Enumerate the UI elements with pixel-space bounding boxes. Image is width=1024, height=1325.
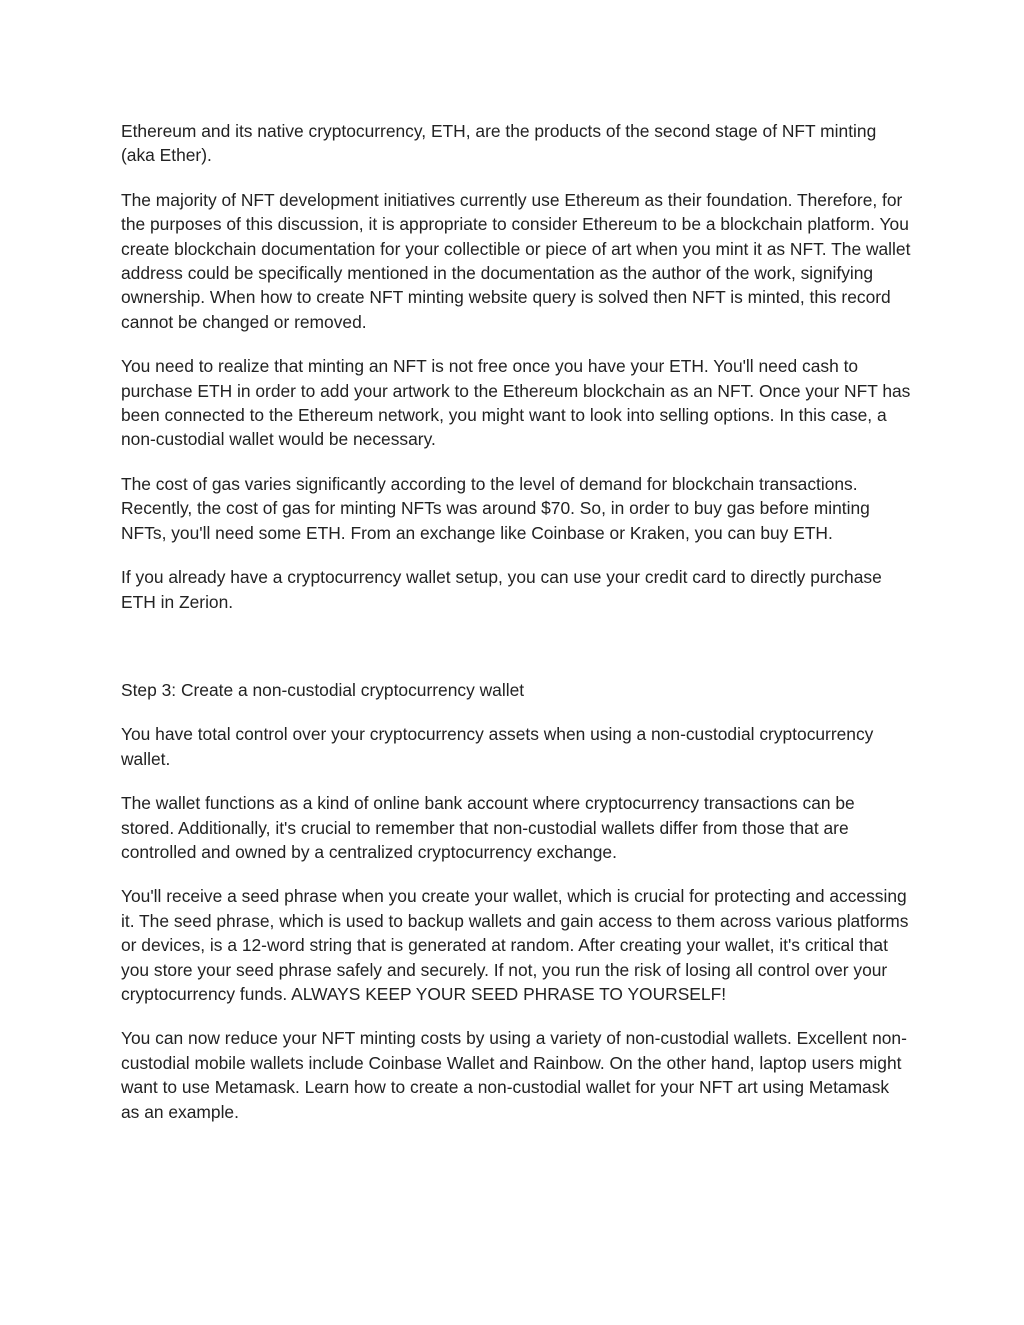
paragraph-gas-cost: The cost of gas varies significantly according to the level of demand for blockchain transactions. Recently, the cost of gas for minting NFTs was around $70. So, in order to buy gas before minting NFTs, you'll need some ETH. From an exchange like Coinbase or Kraken, you can buy ETH. xyxy=(121,473,870,543)
paragraph-zerion: If you already have a cryptocurrency wallet setup, you can use your credit card to directly purchase ETH in Zerion. xyxy=(121,567,882,612)
paragraph-eth-intro: Ethereum and its native cryptocurrency, ETH, are the products of the second stage of NFT minting (aka Ether). xyxy=(121,121,877,166)
paragraph-ethereum-foundation: The majority of NFT development initiatives currently use Ethereum as their foundation. Therefore, for the purposes of this discussion, it is appropriate to consider Ethereum to be a blockchain platform. You create blockchain documentation for your collectible or piece of art when you mint it as NFT. The wallet address could be specifically mentioned in the documentation as the author of the work, signifying ownership. When how to create NFT minting website query is solved then NFT is minted, this record cannot be changed or removed. xyxy=(121,189,911,332)
paragraph-total-control: You have total control over your cryptocurrency assets when using a non-custodial cryptocurrency wallet. xyxy=(121,724,874,769)
paragraph-minting-cost: You need to realize that minting an NFT is not free once you have your ETH. You'll need cash to purchase ETH in order to add your artwork to the Ethereum blockchain as an NFT. Once your NFT has been connected to the Ethereum network, you might want to look into selling options. In this case, a non-custodial wallet would be necessary. xyxy=(121,356,911,450)
paragraph-wallet-options: You can now reduce your NFT minting costs by using a variety of non-custodial wallets. Excellent non-custodial mobile wallets include Coinbase Wallet and Rainbow. On the other hand, laptop users might want to use Metamask. Learn how to create a non-custodial wallet for your NFT art using Metamask as an example. xyxy=(121,1028,907,1122)
paragraph-seed-phrase: You'll receive a seed phrase when you create your wallet, which is crucial for protecting and accessing it. The seed phrase, which is used to backup wallets and gain access to them across various platforms or devices, is a 12-word string that is generated at random. After creating your wallet, it's critical that you store your seed phrase safely and securely. If not, you run the risk of losing all control over your cryptocurrency funds. ALWAYS KEEP YOUR SEED PHRASE TO YOURSELF! xyxy=(121,886,909,1004)
section-spacer xyxy=(121,634,911,678)
paragraph-wallet-functions: The wallet functions as a kind of online bank account where cryptocurrency transactions can be stored. Additionally, it's crucial to remember that non-custodial wallets differ from those that are controlled and owned by a centralized cryptocurrency exchange. xyxy=(121,793,855,862)
document-body xyxy=(121,119,911,1144)
step-heading: Step 3: Create a non-custodial cryptocurrency wallet xyxy=(121,679,525,700)
